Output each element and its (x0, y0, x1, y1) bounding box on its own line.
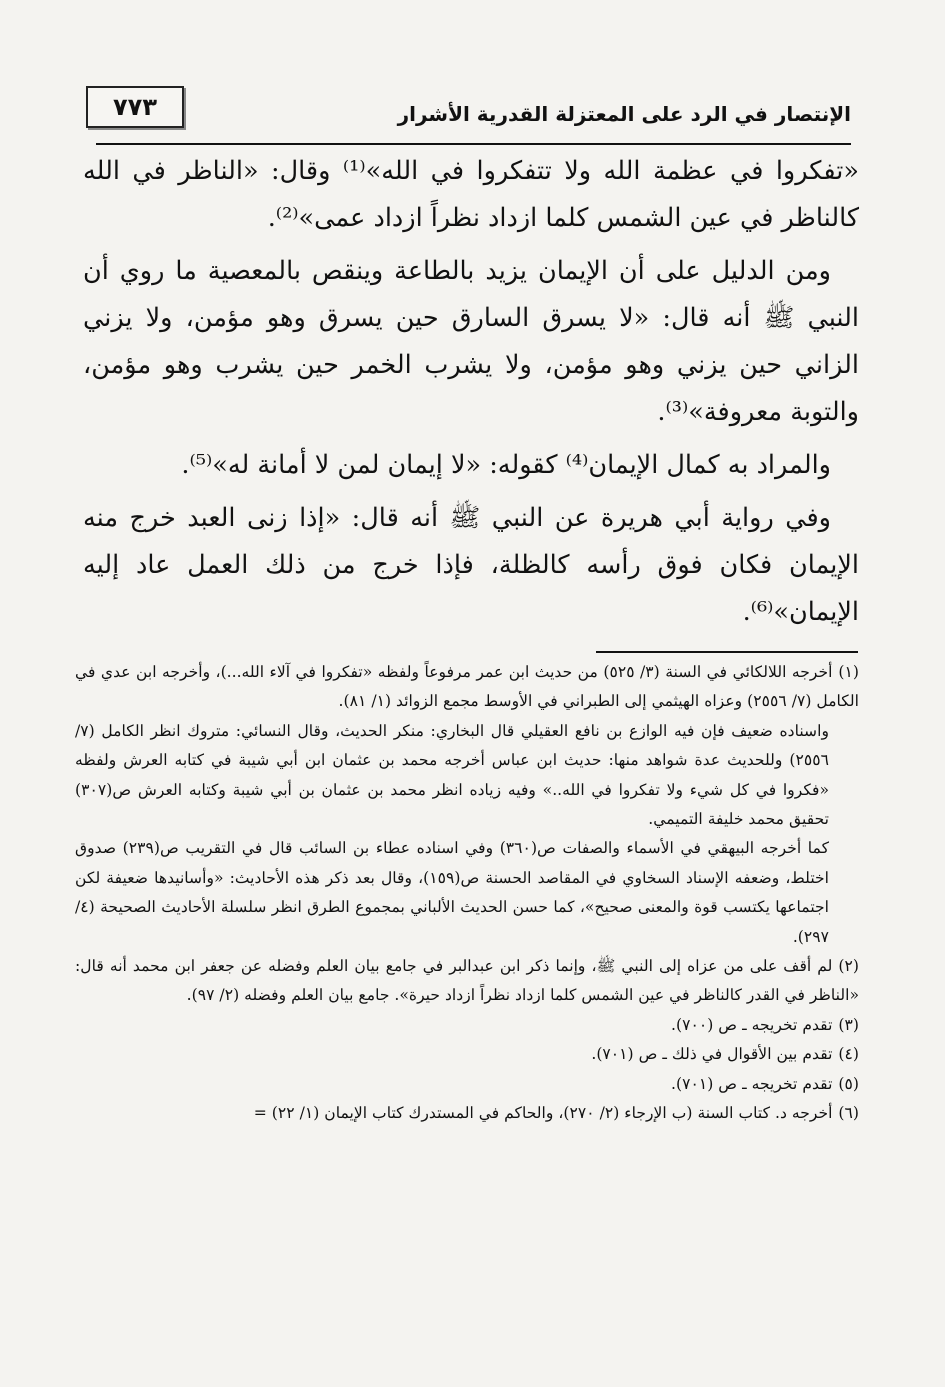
footnote-2 (75, 952, 859, 1011)
footnote-5 (75, 1070, 859, 1099)
footnote-1-paragraph-2: واسناده ضعيف فإن فيه الوازع بن نافع العقيلي قال البخاري: منكر الحديث، وقال النسائي: متروك انظر الكامل (٧/ ٢٥٥٦) وللحديث عدة شواهد منها: حديث ابن عباس أخرجه محمد بن عثمان ابن أبي شيبة في كتابه العرش ولفظه «فكروا في كل شيء ولا تفكروا في الله..» وفيه زياده انظر محمد بن عثمان بن أبي شيبة وكتابه العرش ص(٣٠٧) تحقيق محمد خليفة التميمي. (75, 721, 829, 829)
page-header (86, 86, 851, 130)
footnote-text: تقدم بين الأقوال في ذلك ـ ص (٧٠١). (591, 1045, 833, 1064)
footnotes (75, 658, 859, 1129)
paragraph-1: «تفكروا في عظمة الله ولا تتفكروا في الله»⁽¹⁾ وقال: «الناظر في الله كالناظر في عين الشمس كلما ازداد نظراً ازداد عمى»⁽²⁾. (83, 156, 859, 233)
footnote-text: أخرجه د. كتاب السنة (ب الإرجاء (٢/ ٢٧٠)، والحاكم في المستدرك كتاب الإيمان (١/ ٢٢) = (253, 1104, 833, 1123)
footnote-text: أخرجه اللالكائي في السنة (٣/ ٥٢٥) من حديث ابن عمر مرفوعاً ولفظه «تفكروا في آلاء الله...)، وأخرجه ابن عدي في الكامل (٧/ ٢٥٥٦) وعزاه الهيثمي إلى الطبراني في الأوسط مجمع الزوائد (١/ ٨١). (75, 663, 859, 711)
page-number: ٧٧٣ (86, 86, 184, 128)
footnote-3 (75, 1011, 859, 1040)
paragraph-4: وفي رواية أبي هريرة عن النبي ﷺ أنه قال: «إذا زنى العبد خرج منه الإيمان فكان فوق رأسه كالظلة، فإذا خرج من ذلك العمل عاد إليه الإيمان»⁽⁶⁾. (83, 503, 859, 627)
running-title: الإنتصار في الرد على المعتزلة القدرية الأشرار (397, 102, 851, 126)
footnote-text: تقدم تخريجه ـ ص (٧٠٠). (671, 1015, 833, 1034)
footnote-1-paragraph-3: كما أخرجه البيهقي في الأسماء والصفات ص(٣٦٠) وفي اسناده عطاء بن السائب قال في التقريب ص(٢٣٩) صدوق اختلط، وضعفه الإسناد السخاوي في المقاصد الحسنة ص(١٥٩)، وقال بعد ذكر هذه الأحاديث: «وأسانيدها ضعيفة لكن اجتماعها يكتسب قوة والمعنى صحيح»، كما حسن الحديث الألباني بمجموع الطرق انظر سلسلة الأحاديث الصحيحة (٤/ ٢٩٧). (75, 839, 830, 946)
footnote-number: (١) (838, 663, 859, 681)
footnote-number: (٥) (838, 1074, 859, 1093)
footnote-number: (٤) (838, 1045, 859, 1064)
header-rule (96, 143, 851, 145)
footnote-number: (٢) (838, 957, 859, 976)
footnote-separator (596, 651, 858, 653)
footnote-1 (75, 658, 859, 717)
paragraph-3: والمراد به كمال الإيمان⁽⁴⁾ كقوله: «لا إيمان لمن لا أمانة له»⁽⁵⁾. (181, 450, 831, 480)
footnote-number: (٣) (838, 1015, 859, 1034)
footnote-4 (75, 1040, 859, 1069)
paragraph-2: ومن الدليل على أن الإيمان يزيد بالطاعة وينقص بالمعصية ما روي أن النبي ﷺ أنه قال: «لا يسرق السارق حين يسرق وهو مؤمن، ولا يزني الزاني حين يزني وهو مؤمن، ولا يشرب الخمر حين يشرب وهو مؤمن، والتوبة معروفة»⁽³⁾. (83, 256, 859, 427)
footnote-text: لم أقف على من عزاه إلى النبي ﷺ، وإنما ذكر ابن عبدالبر في جامع بيان العلم وفضله عن جعفر ابن محمد أنه قال: «الناظر في القدر كالناظر في عين الشمس كلما ازداد نظراً ازداد حيرة». جامع بيان العلم وفضله (٢/ ٩٧). (75, 957, 859, 1005)
footnote-6 (75, 1099, 859, 1128)
footnote-number: (٦) (838, 1104, 859, 1123)
footnote-text: تقدم تخريجه ـ ص (٧٠١). (671, 1074, 833, 1093)
main-text (83, 148, 859, 642)
